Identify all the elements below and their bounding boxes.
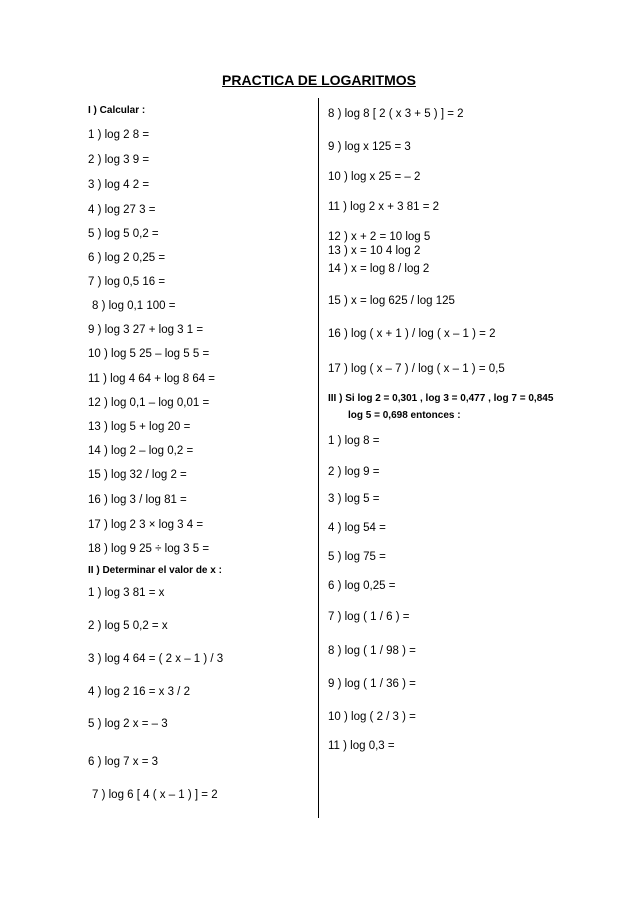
exercise-item: 10 ) log ( 2 / 3 ) = (328, 711, 416, 723)
exercise-item: 7 ) log ( 1 / 6 ) = (328, 611, 410, 623)
exercise-item: 3 ) log 4 2 = (88, 179, 150, 191)
column-divider (318, 98, 319, 818)
exercise-item: 2 ) log 9 = (328, 466, 380, 478)
exercise-item: 6 ) log 2 0,25 = (88, 252, 166, 264)
section-2-heading: II ) Determinar el valor de x : (88, 565, 222, 576)
exercise-item: 13 ) x = 10 4 log 2 (328, 245, 421, 257)
exercise-item: 3 ) log 4 64 = ( 2 x – 1 ) / 3 (88, 653, 224, 665)
exercise-item: 11 ) log 2 x + 3 81 = 2 (328, 201, 440, 213)
exercise-item: 8 ) log 8 [ 2 ( x 3 + 5 ) ] = 2 (328, 108, 464, 120)
page-title: PRACTICA DE LOGARITMOS (222, 72, 416, 88)
exercise-item: 5 ) log 2 x = – 3 (88, 718, 168, 730)
exercise-item: 10 ) log 5 25 – log 5 5 = (88, 348, 210, 360)
section-3-heading-cont: log 5 = 0,698 entonces : (348, 410, 461, 421)
exercise-item: 4 ) log 54 = (328, 522, 386, 534)
exercise-item: 5 ) log 75 = (328, 551, 386, 563)
exercise-item: 4 ) log 2 16 = x 3 / 2 (88, 686, 190, 698)
exercise-item: 13 ) log 5 + log 20 = (88, 421, 191, 433)
exercise-item: 15 ) log 32 / log 2 = (88, 469, 187, 481)
exercise-item: 12 ) x + 2 = 10 log 5 (328, 231, 431, 243)
exercise-item: 8 ) log 0,1 100 = (92, 300, 176, 312)
exercise-item: 1 ) log 2 8 = (88, 129, 150, 141)
exercise-item: 1 ) log 8 = (328, 435, 380, 447)
exercise-item: 14 ) x = log 8 / log 2 (328, 263, 430, 275)
exercise-item: 1 ) log 3 81 = x (88, 587, 165, 599)
exercise-item: 14 ) log 2 – log 0,2 = (88, 445, 194, 457)
exercise-item: 11 ) log 0,3 = (328, 740, 395, 752)
exercise-item: 15 ) x = log 625 / log 125 (328, 295, 455, 307)
exercise-item: 6 ) log 0,25 = (328, 580, 396, 592)
exercise-item: 17 ) log ( x – 7 ) / log ( x – 1 ) = 0,5 (328, 363, 505, 375)
exercise-item: 11 ) log 4 64 + log 8 64 = (88, 373, 216, 385)
exercise-item: 4 ) log 27 3 = (88, 204, 156, 216)
exercise-item: 18 ) log 9 25 ÷ log 3 5 = (88, 543, 210, 555)
exercise-item: 12 ) log 0,1 – log 0,01 = (88, 397, 210, 409)
exercise-item: 7 ) log 6 [ 4 ( x – 1 ) ] = 2 (92, 789, 218, 801)
exercise-item: 9 ) log ( 1 / 36 ) = (328, 678, 416, 690)
exercise-item: 2 ) log 5 0,2 = x (88, 620, 168, 632)
exercise-item: 5 ) log 5 0,2 = (88, 228, 159, 240)
exercise-item: 8 ) log ( 1 / 98 ) = (328, 645, 416, 657)
exercise-item: 7 ) log 0,5 16 = (88, 276, 166, 288)
section-1-heading: I ) Calcular : (88, 105, 146, 116)
exercise-item: 16 ) log 3 / log 81 = (88, 494, 187, 506)
exercise-item: 17 ) log 2 3 × log 3 4 = (88, 519, 204, 531)
exercise-item: 3 ) log 5 = (328, 493, 380, 505)
exercise-item: 10 ) log x 25 = – 2 (328, 171, 421, 183)
exercise-item: 16 ) log ( x + 1 ) / log ( x – 1 ) = 2 (328, 328, 496, 340)
exercise-item: 2 ) log 3 9 = (88, 154, 150, 166)
exercise-item: 6 ) log 7 x = 3 (88, 756, 158, 768)
exercise-item: 9 ) log 3 27 + log 3 1 = (88, 324, 204, 336)
section-3-heading: III ) Si log 2 = 0,301 , log 3 = 0,477 , log 7 = 0,845 (328, 393, 554, 404)
exercise-item: 9 ) log x 125 = 3 (328, 141, 411, 153)
